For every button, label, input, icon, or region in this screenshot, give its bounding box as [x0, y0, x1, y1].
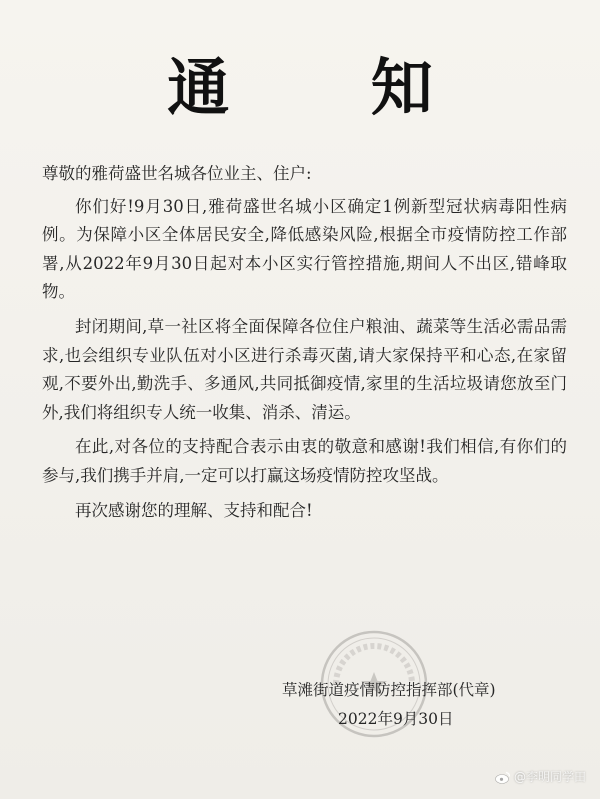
paragraph-2: 封闭期间,草一社区将全面保障各位住户粮油、蔬菜等生活必需品需求,也会组织专业队伍对小区进行杀毒灭菌,请大家保持平和心态,在家留观,不要外出,勤洗手、多通风,共同抵御疫情,家里的生活垃圾请您放至门外,我们将组织专人统一收集、消杀、清运。	[42, 316, 567, 422]
paragraph-4: 再次感谢您的理解、支持和配合!	[75, 500, 313, 520]
signer-name: 草滩街道疫情防控指挥部(代章)	[282, 681, 496, 699]
weibo-watermark	[495, 768, 586, 785]
notice-title: 通 知	[167, 51, 493, 124]
salutation: 尊敬的雅荷盛世名城各位业主、住户:	[42, 164, 312, 183]
watermark-text: @李明同学田	[513, 770, 586, 784]
paragraph-1: 你们好!9月30日,雅荷盛世名城小区确定1例新型冠状病毒阳性病例。为保障小区全体居民安全,降低感染风险,根据全市疫情防控工作部署,从2022年9月30日起对本小区实行管控措施,期间人不出区,错峰取物。	[42, 196, 567, 302]
weibo-logo-icon	[495, 771, 511, 784]
notice-body	[42, 160, 567, 525]
paragraph-3: 在此,对各位的支持配合表示由衷的敬意和感谢!我们相信,有你们的参与,我们携手并肩,一定可以打赢这场疫情防控攻坚战。	[42, 437, 567, 485]
notice-date: 2022年9月30日	[338, 710, 454, 728]
